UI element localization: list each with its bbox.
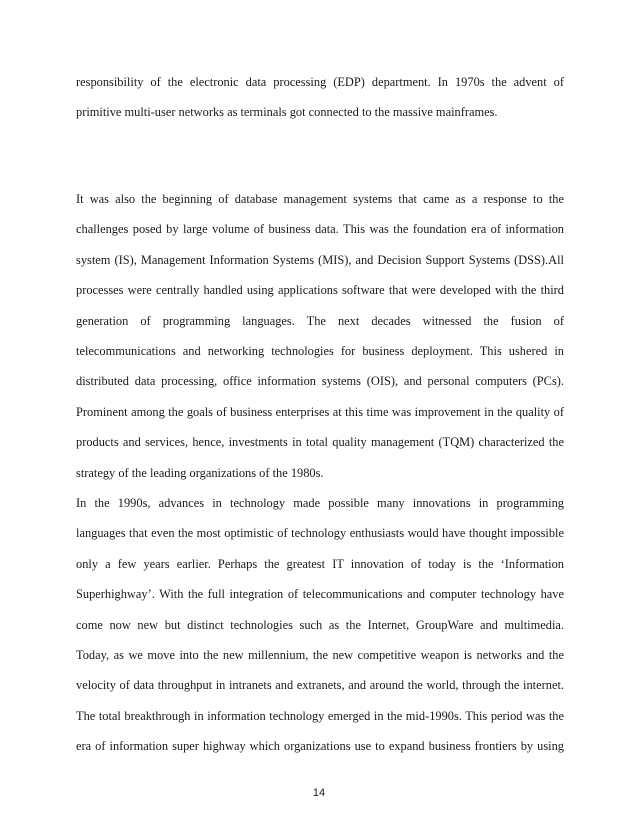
text-line: strategy of the leading organizations of the 1980s. [76, 465, 324, 480]
text-line: telecommunications and networking technologies for business deployment. This ushered in [76, 344, 564, 359]
text-line: products and services, hence, investments in total quality management (TQM) characterized the [76, 435, 564, 450]
text-line: processes were centrally handled using applications software that were developed with the third [76, 283, 564, 298]
text-line: challenges posed by large volume of business data. This was the foundation era of information [76, 222, 564, 237]
text-line: In the 1990s, advances in technology made possible many innovations in programming [76, 496, 564, 510]
text-line: velocity of data throughput in intranets and extranets, and around the world, through the internet. [76, 678, 564, 693]
paragraph-3 [76, 488, 564, 762]
text-line: Prominent among the goals of business enterprises at this time was improvement in the quality of [76, 404, 564, 419]
page-number: 14 [312, 787, 326, 799]
text-line: only a few years earlier. Perhaps the greatest IT innovation of today is the ‘Information [76, 556, 564, 571]
text-line: distributed data processing, office information systems (OIS), and personal computers (PCs). [76, 374, 564, 389]
text-line: generation of programming languages. The next decades witnessed the fusion of [76, 313, 564, 328]
text-line: Superhighway’. With the full integration of telecommunications and computer technology have [76, 587, 564, 602]
text-line: languages that even the most optimistic of technology enthusiasts would have thought impossible [76, 526, 564, 541]
text-line: responsibility of the electronic data processing (EDP) department. In 1970s the advent of [76, 75, 564, 89]
text-line: era of information super highway which organizations use to expand business frontiers by using [76, 739, 564, 754]
text-line: primitive multi-user networks as terminals got connected to the massive mainframes. [76, 105, 498, 120]
text-line: The total breakthrough in information technology emerged in the mid-1990s. This period was the [76, 708, 564, 723]
text-line: It was also the beginning of database management systems that came as a response to the [76, 192, 564, 206]
text-line: system (IS), Management Information Systems (MIS), and Decision Support Systems (DSS).All [76, 252, 564, 267]
text-line: Today, as we move into the new millennium, the new competitive weapon is networks and the [76, 648, 564, 663]
paragraph-1 [76, 67, 564, 128]
text-line: come now new but distinct technologies such as the Internet, GroupWare and multimedia. [76, 617, 564, 632]
paragraph-2 [76, 184, 564, 488]
